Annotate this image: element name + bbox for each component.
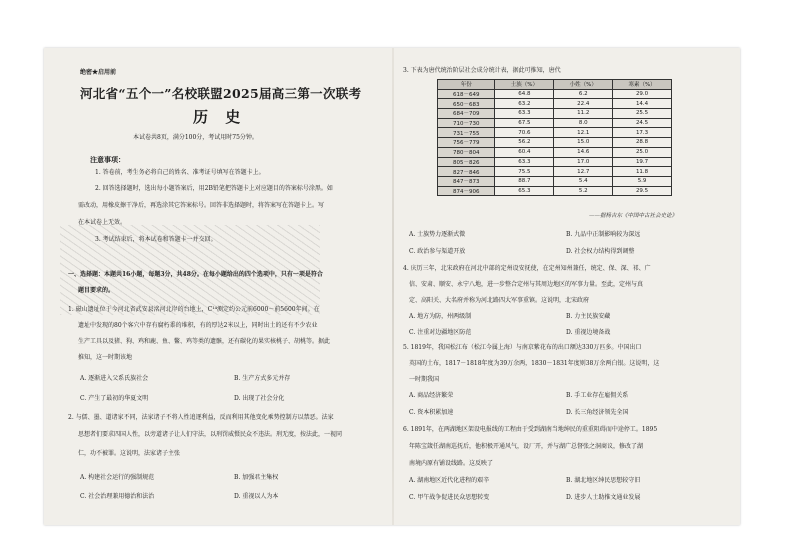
- q5-option-d[interactable]: D. 长三角经济领先全国: [566, 409, 629, 416]
- table-cell: 618－649: [438, 89, 495, 99]
- table-cell: 60.4: [495, 147, 554, 157]
- table-header-cell: 小姓（%）: [554, 80, 613, 90]
- q5-option-b[interactable]: B. 手工业存在雇佣关系: [566, 392, 629, 399]
- q3-stem: 3. 下表为唐代统治阶层社会成分统计表，据此可推知，唐代: [403, 67, 561, 74]
- q3-source: ——据杨吉东《中国中古社会史论》: [589, 213, 678, 219]
- exam-info: 本试卷共8页，满分100分，考试用时75分钟。: [133, 134, 258, 141]
- q2-option-b[interactable]: B. 加强君主集权: [234, 474, 279, 481]
- table-cell: 5.9: [613, 176, 672, 186]
- paper-fold-line: [392, 48, 394, 525]
- q5-option-c[interactable]: C. 资本积累加速: [409, 409, 454, 416]
- q5-stem-line: 5. 1819年，我国松江布（松江今属上海）与南京紫花布的出口额达330万匹多。中国出口: [403, 344, 642, 351]
- table-row: [438, 99, 672, 109]
- q6-option-d[interactable]: D. 进步人士助推文通业发展: [566, 494, 641, 501]
- table-cell: 17.0: [554, 157, 613, 167]
- exam-title: 河北省“五个一”名校联盟2025届高三第一次联考: [80, 86, 362, 101]
- q2-option-d[interactable]: D. 重视以人为本: [234, 493, 279, 500]
- q2-stem-line: 思想者们要求四国人性，以旁道诸子让人们守法，以刑罚威慑民众不违法。刑无度，按法此，一视同: [78, 431, 343, 438]
- table-cell: 67.5: [495, 118, 554, 128]
- q4-option-b[interactable]: B. 力主民族安藏: [566, 313, 611, 320]
- table-cell: 19.7: [613, 157, 672, 167]
- table-row: [438, 128, 672, 138]
- table-cell: 14.4: [613, 99, 672, 109]
- q2-option-c[interactable]: C. 社会治理兼用德治和法治: [80, 493, 155, 500]
- table-row: [438, 176, 672, 186]
- table-cell: 8.0: [554, 118, 613, 128]
- q2-stem-line: 2. 与儒、墨、道诸家不同，法家诸子不将人性追逐利益，反而利用其他变化乘势控制方以禁恶。法家: [68, 414, 334, 421]
- q4-stem-line: 4. 庆历三年，北宋政府在河北中部的定州设安抚使，在定州知州兼任，统定、保、深、祁、广: [403, 265, 651, 272]
- q5-stem-line: 一时期我国: [409, 376, 440, 383]
- table-cell: 75.5: [495, 167, 554, 177]
- q6-stem-line: 南境内原有铺设线路。这反映了: [409, 460, 494, 467]
- q1-stem-line: 1. 磁山遗址位于今河北省武安县洺河北岸的台地上，C¹⁴测定约公元前6000－前5600年间。在: [68, 306, 320, 313]
- table-cell: 684－709: [438, 109, 495, 119]
- table-cell: 650－683: [438, 99, 495, 109]
- q5-stem-line: 英国的土布，1817－1818年度为39万余两，1830－1831年度则38万余两白银。这说明，这: [409, 360, 660, 367]
- table-row: [438, 109, 672, 119]
- table-header-cell: 年份: [438, 80, 495, 90]
- table-cell: 874－906: [438, 186, 495, 196]
- table-cell: 827－846: [438, 167, 495, 177]
- q2-option-a[interactable]: A. 构建社会运行的强制规范: [80, 474, 155, 481]
- section-heading-cont: 题目要求的。: [78, 287, 115, 294]
- q1-stem-line: 遗址中发现的80个客穴中存有腐朽黍的堆积，有的厚达2米以上，同时出土的还有不少农业: [78, 322, 318, 329]
- q1-option-d[interactable]: D. 出现了社会分化: [234, 395, 285, 402]
- q3-data-table: [437, 79, 672, 196]
- table-cell: 65.3: [495, 186, 554, 196]
- table-cell: 847－873: [438, 176, 495, 186]
- notice-heading: 注意事项：: [90, 155, 125, 164]
- table-header-cell: 士族（%）: [495, 80, 554, 90]
- table-cell: 14.6: [554, 147, 613, 157]
- table-cell: 11.2: [554, 109, 613, 119]
- q4-option-c[interactable]: C. 注重对边疆地区防范: [409, 329, 472, 336]
- table-cell: 64.8: [495, 89, 554, 99]
- subject-title: 历 史: [193, 108, 247, 126]
- table-row: [438, 118, 672, 128]
- table-cell: 63.2: [495, 99, 554, 109]
- notice-line: 在本试卷上无效。: [78, 219, 127, 226]
- table-cell: 22.4: [554, 99, 613, 109]
- q1-option-a[interactable]: A. 逐渐进入父系氏族社会: [80, 375, 149, 382]
- q5-option-a[interactable]: A. 商品经济繁荣: [409, 392, 454, 399]
- table-cell: 25.5: [613, 109, 672, 119]
- table-cell: 5.4: [554, 176, 613, 186]
- table-row: [438, 157, 672, 167]
- section-heading: 一、选择题：本题共16小题，每题3分，共48分。在每小题给出的四个选项中，只有一项是符合: [68, 271, 323, 278]
- table-cell: 88.7: [495, 176, 554, 186]
- notice-line: 3. 考试结束后，将本试卷和答题卡一并交回。: [95, 236, 217, 243]
- table-cell: 25.0: [613, 147, 672, 157]
- table-header-cell: 寒素（%）: [613, 80, 672, 90]
- table-cell: 63.3: [495, 109, 554, 119]
- q1-stem-line: 生产工具以及猪、狗、鸡和鹿、鱼、鳖、鸡等类的遗骸，还有碳化的果实核桃子、胡桃等。据此: [78, 338, 331, 345]
- table-cell: 805－826: [438, 157, 495, 167]
- q6-stem-line: 年陈宝箴任湖南巡抚后，他积极开通风气，设厂开，并与湖广总督张之洞商议，修改了湖: [409, 443, 644, 450]
- q4-stem-line: 定、高阳关、大名府并称为河北路四大军事重镇。这说明，北宋政府: [409, 297, 590, 304]
- table-cell: 12.7: [554, 167, 613, 177]
- q1-stem-line: 推知，这一时期该地: [78, 354, 133, 361]
- q1-option-c[interactable]: C. 产生了最初的华夏文明: [80, 395, 149, 402]
- table-cell: 5.2: [554, 186, 613, 196]
- q2-stem-line: 仁，功不被罪。这说明，法家诸子主张: [78, 450, 181, 457]
- table-header-row: [438, 80, 672, 90]
- table-cell: 70.6: [495, 128, 554, 138]
- table-row: [438, 147, 672, 157]
- table-cell: 17.3: [613, 128, 672, 138]
- notice-line: 1. 答卷前，考生务必将自己的姓名、准考证号填写在答题卡上。: [95, 169, 265, 176]
- table-row: [438, 167, 672, 177]
- q3-option-d[interactable]: D. 社会权力结构得到调整: [566, 248, 635, 255]
- q6-option-c[interactable]: C. 甲午战争促进民众思想转变: [409, 494, 490, 501]
- table-cell: 24.5: [613, 118, 672, 128]
- table-cell: 12.1: [554, 128, 613, 138]
- q4-option-a[interactable]: A. 地方为防，州两级制: [409, 313, 472, 320]
- q3-option-c[interactable]: C. 政治参与渠道开放: [409, 248, 466, 255]
- q3-option-a[interactable]: A. 士族势力逐渐式微: [409, 231, 466, 238]
- table-cell: 56.2: [495, 138, 554, 148]
- q3-option-b[interactable]: B. 九品中正制影响较为深远: [566, 231, 641, 238]
- table-cell: 29.5: [613, 186, 672, 196]
- table-cell: 780－804: [438, 147, 495, 157]
- table-cell: 15.0: [554, 138, 613, 148]
- table-body: [438, 89, 672, 196]
- table-cell: 29.0: [613, 89, 672, 99]
- table-cell: 11.8: [613, 167, 672, 177]
- q1-option-b[interactable]: B. 生产方式多元并存: [234, 375, 291, 382]
- q6-stem-line: 6. 1891年，在两湖地区架设电报线的工程由于受到湖南当地绅民的重重阻碍而中途停工。1895: [403, 426, 658, 433]
- table-row: [438, 138, 672, 148]
- secret-mark: 绝密★启用前: [80, 69, 117, 76]
- table-row: [438, 89, 672, 99]
- q4-stem-line: 信、安肃、顺安、永宁八地，进一步整合定州与其周边地区的军事力量。至此，定州与真: [409, 281, 644, 288]
- notice-line: 需改动，用橡皮擦干净后，再选涂其它答案标号。回答非选择题时，将答案写在答题卡上。写: [78, 202, 325, 209]
- table-cell: 731－755: [438, 128, 495, 138]
- table-cell: 6.2: [554, 89, 613, 99]
- q6-option-a[interactable]: A. 湖南地区近代化进程的艰辛: [409, 477, 490, 484]
- table-cell: 63.3: [495, 157, 554, 167]
- table-cell: 710－730: [438, 118, 495, 128]
- q6-option-b[interactable]: B. 湖北地区绅民思想较守旧: [566, 477, 641, 484]
- table-cell: 756－779: [438, 138, 495, 148]
- table-row: [438, 186, 672, 196]
- table-cell: 28.8: [613, 138, 672, 148]
- q4-option-d[interactable]: D. 重视边境备战: [566, 329, 611, 336]
- notice-line: 2. 回答选择题时，选出每小题答案后，用2B铅笔把答题卡上对应题目的答案标号涂黑。如: [95, 185, 333, 192]
